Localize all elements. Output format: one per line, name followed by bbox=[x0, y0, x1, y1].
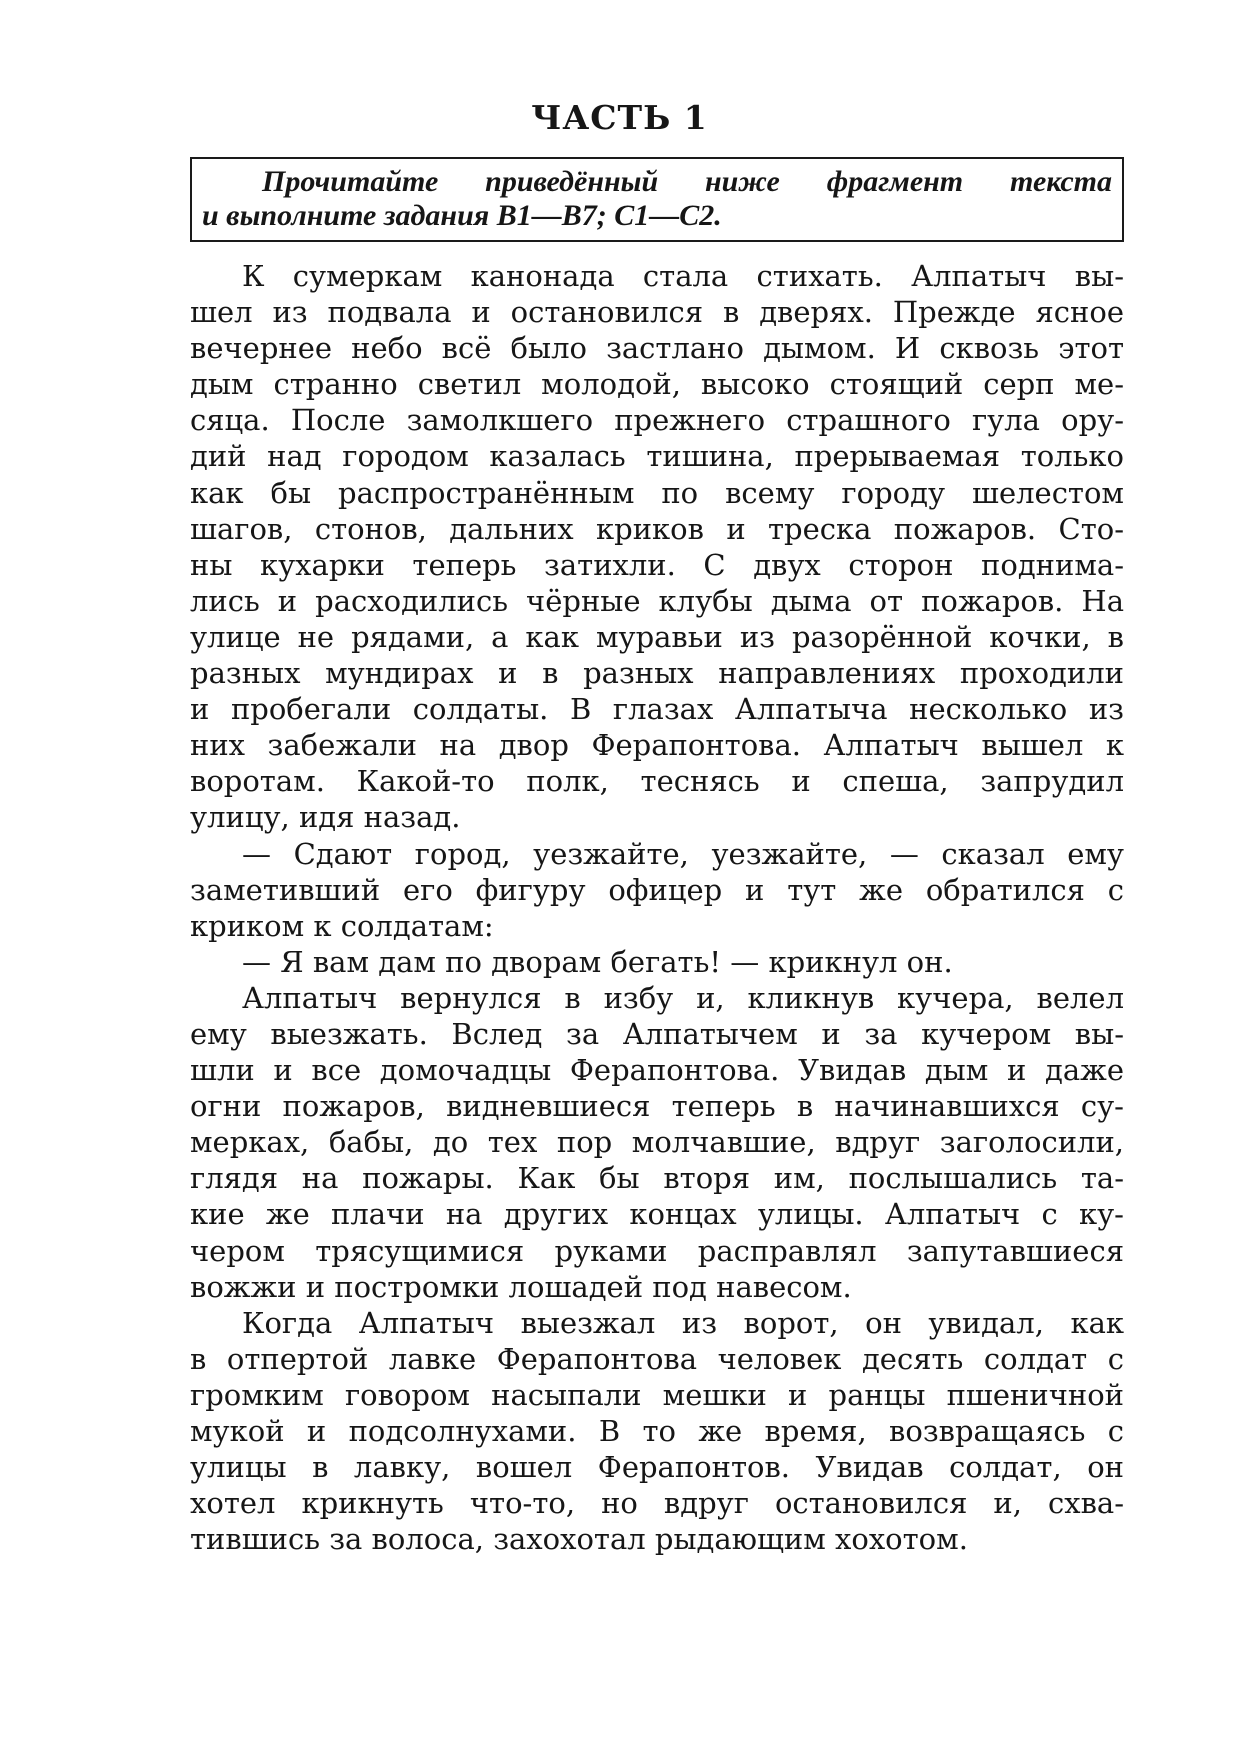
text-line: улицу, идя назад. bbox=[190, 800, 461, 835]
text-line: лись и расходились чёрные клубы дыма от пожаров. На bbox=[190, 583, 1124, 618]
text-line: дий над городом казалась тишина, прерываемая только bbox=[190, 439, 1124, 474]
text-line: как бы распространённым по всему городу шелестом bbox=[190, 475, 1124, 510]
text-line: вожжи и постромки лошадей под навесом. bbox=[190, 1269, 852, 1304]
text-line: тившись за волоса, захохотал рыдающим хохотом. bbox=[190, 1522, 968, 1557]
text-line: заметивший его фигуру офицер и тут же обратился с bbox=[190, 872, 1124, 907]
instruction-line: Прочитайте приведённый ниже фрагмент текста bbox=[262, 165, 1112, 198]
text-line: шли и все домочадцы Ферапонтова. Увидав дым и даже bbox=[190, 1053, 1124, 1088]
text-line: Алпатыч вернулся в избу и, кликнув кучера, велел bbox=[242, 980, 1124, 1015]
text-fragment bbox=[190, 258, 1124, 1557]
text-line: — Я вам дам по дворам бегать! — крикнул он. bbox=[242, 944, 953, 979]
text-line: чером трясущимися руками расправлял запутавшиеся bbox=[190, 1233, 1124, 1268]
text-line: громким говором насыпали мешки и ранцы пшеничной bbox=[190, 1377, 1124, 1412]
text-line: мукой и подсолнухами. В то же время, возвращаясь с bbox=[190, 1414, 1124, 1448]
text-line: шел из подвала и остановился в дверях. Прежде ясное bbox=[190, 295, 1124, 330]
text-line: в отпертой лавке Ферапонтова человек десять солдат с bbox=[190, 1341, 1124, 1376]
text-line: ны кухарки теперь затихли. С двух сторон поднима- bbox=[190, 547, 1124, 582]
text-line: улице не рядами, а как муравьи из разорённой кочки, в bbox=[190, 619, 1124, 654]
text-line: глядя на пожары. Как бы вторя им, послышались та- bbox=[190, 1161, 1124, 1196]
text-line: дым странно светил молодой, высоко стоящий серп ме- bbox=[190, 367, 1124, 402]
text-line: ему выезжать. Вслед за Алпатычем и за кучером вы- bbox=[190, 1016, 1124, 1051]
text-line: кие же плачи на других концах улицы. Алпатыч с ку- bbox=[190, 1197, 1124, 1232]
text-line: разных мундирах и в разных направлениях проходили bbox=[190, 656, 1124, 691]
text-line: мерках, бабы, до тех пор молчавшие, вдруг заголосили, bbox=[190, 1125, 1124, 1160]
instruction-box bbox=[190, 157, 1124, 242]
text-line: них забежали на двор Ферапонтова. Алпатыч вышел к bbox=[190, 728, 1124, 763]
text-line: К сумеркам канонада стала стихать. Алпатыч вы- bbox=[242, 259, 1124, 293]
text-line: хотел крикнуть что-то, но вдруг остановился и, схва- bbox=[190, 1486, 1124, 1521]
text-line: вечернее небо всё было застлано дымом. И сквозь этот bbox=[190, 331, 1124, 366]
text-line: огни пожаров, видневшиеся теперь в начинавшихся су- bbox=[190, 1089, 1124, 1124]
text-line: — Сдают город, уезжайте, уезжайте, — сказал ему bbox=[242, 836, 1124, 871]
text-line: Когда Алпатыч выезжал из ворот, он увидал, как bbox=[242, 1305, 1124, 1340]
text-line: и пробегали солдаты. В глазах Алпатыча несколько из bbox=[190, 692, 1124, 727]
text-line: улицы в лавку, вошел Ферапонтов. Увидав солдат, он bbox=[190, 1450, 1124, 1485]
text-line: сяца. После замолкшего прежнего страшного гула ору- bbox=[190, 403, 1124, 438]
text-line: воротам. Какой-то полк, теснясь и спеша, запрудил bbox=[190, 764, 1124, 799]
page-title: ЧАСТЬ 1 bbox=[531, 98, 708, 137]
text-line: шагов, стонов, дальних криков и треска пожаров. Сто- bbox=[190, 511, 1124, 546]
text-line: криком к солдатам: bbox=[190, 908, 494, 943]
instruction-line: и выполните задания В1—В7; С1—С2. bbox=[202, 199, 722, 232]
